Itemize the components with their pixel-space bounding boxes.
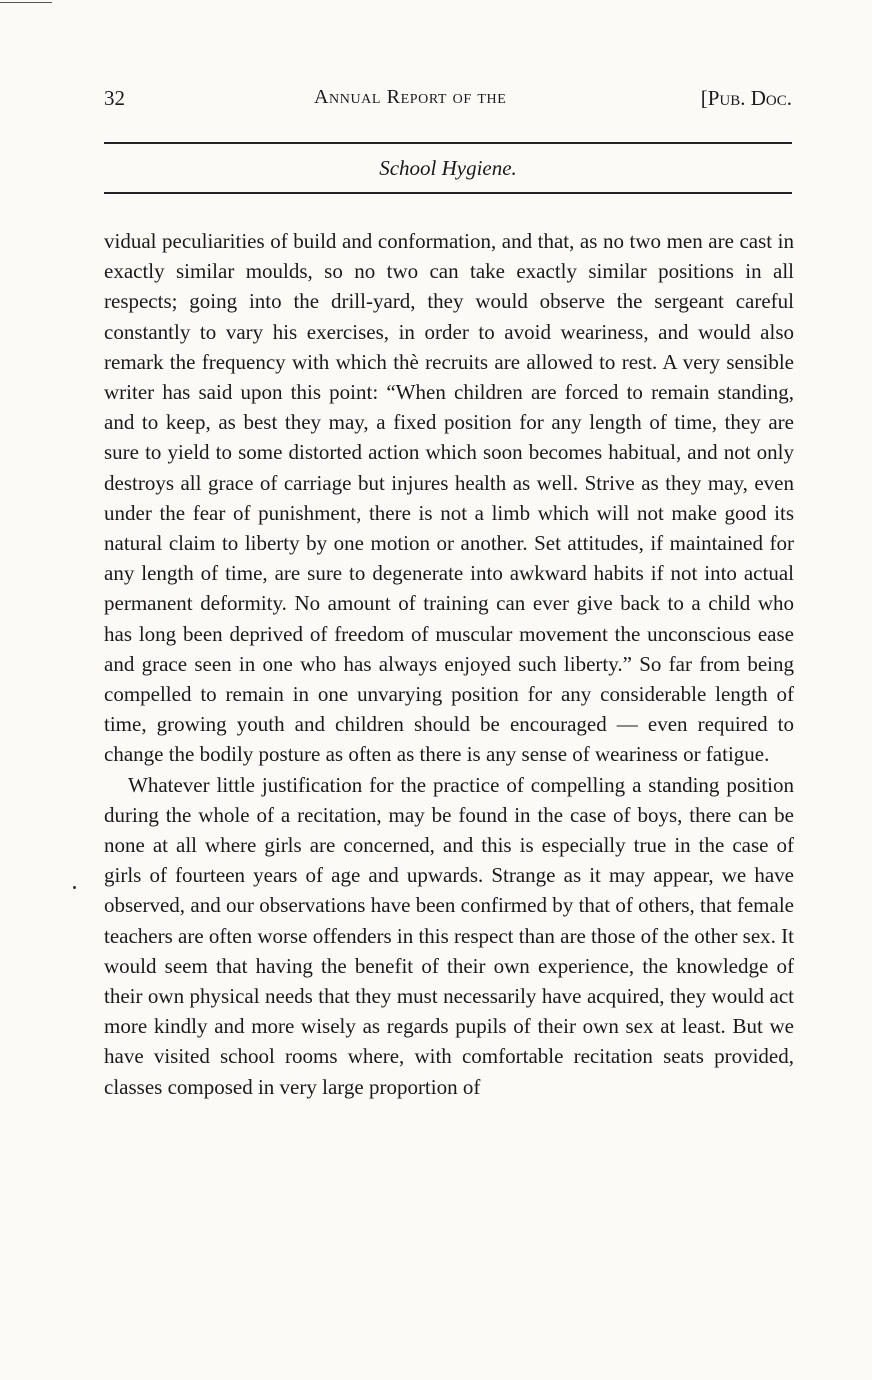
section-title: School Hygiene.	[379, 156, 517, 180]
paragraph: Whatever little justification for the practice of compelling a standing position during the whole of a recitation, may be found in the case of boys, there can be none at all where girls are concerned, and this is especially true in the case of girls of fourteen years of age and upwards. Strange as it may appear, we have observed, and our observations have been confirmed by that of others, that female teachers are often worse offenders in this respect than are those of the other sex. It would seem that having the benefit of their own experience, the knowledge of their own physical needs that they must necessarily have acquired, they would act more kindly and more wisely as regards pupils of their own sex at least. But we have visited school rooms where, with comfortable recitation seats provided, classes composed in very large proportion of	[104, 772, 795, 1099]
page-header	[104, 86, 792, 114]
header-rule-bottom	[104, 192, 792, 194]
header-rule-top	[104, 142, 792, 144]
doc-reference: [Pub. Doc.	[700, 86, 792, 110]
paragraph-continued: vidual peculiarities of build and conformation, and that, as no two men are cast in exactly similar moulds, so no two can take exactly similar positions in all respects; going into the drill-yard, they would observe the sergeant careful constantly to vary his exercises, in order to avoid weariness, and would also remark the frequency with which thè recruits are allowed to rest. A very sensible writer has said upon this point: “When children are forced to remain standing, and to keep, as best they may, a fixed position for any length of time, they are sure to yield to some distorted action which soon becomes habitual, and not only destroys all grace of carriage but injures health as well. Strive as they may, even under the fear of punishment, there is not a limb which will not make good its natural claim to liberty by one motion or another. Set attitudes, if maintained for any length of time, are sure to degenerate into awkward habits if not into actual permanent deformity. No amount of training can ever give back to a child who has long been deprived of freedom of muscular movement the unconscious ease and grace seen in one who has always enjoyed such liberty.” So far from being compelled to remain in one unvarying position for any considerable length of time, growing youth and children should be encouraged — even required to change the bodily posture as often as there is any sense of weariness or fatigue.	[104, 229, 794, 767]
running-head: Annual Report of the	[314, 86, 507, 108]
page-number: 32	[104, 86, 125, 110]
stray-mark	[73, 886, 76, 889]
corner-mark	[0, 2, 52, 3]
body-text	[104, 226, 794, 1102]
